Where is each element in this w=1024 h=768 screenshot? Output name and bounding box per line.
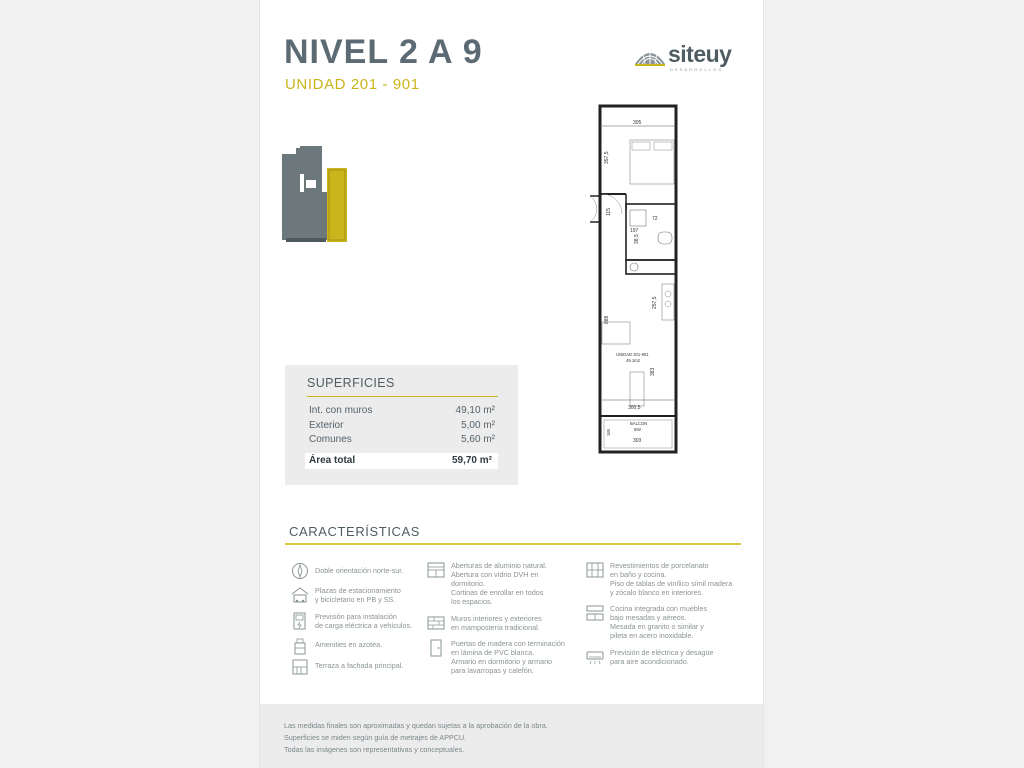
- logo-mark-icon: [633, 44, 667, 68]
- plan-dim-bed: 357,5: [604, 151, 610, 164]
- terrace-icon: [291, 658, 309, 676]
- unit-subtitle: UNIDAD 201 - 901: [285, 76, 420, 93]
- building-key-plan: [282, 144, 352, 244]
- plan-dim-living-depth: 383: [650, 367, 656, 376]
- feature-text: Cocina integrada con muebles bajo mesadas y aéreos. Mesada en granito o similar y pileta en acero inoxidable.: [610, 604, 708, 640]
- disclaimer-footer: [260, 704, 763, 768]
- disclaimer-line: Todas las imágenes son representativas y conceptuales.: [284, 745, 465, 754]
- feature-text: Terraza a fachada principal.: [315, 661, 404, 670]
- plan-dim-living: 888: [604, 315, 610, 324]
- siteuy-logo: [633, 41, 738, 74]
- charger-icon: [291, 612, 309, 630]
- surface-value: 5,60 m²: [461, 434, 495, 445]
- surfaces-title: SUPERFICIES: [307, 376, 395, 390]
- window-icon: [427, 561, 445, 579]
- kitchen-icon: [586, 604, 604, 622]
- feature-text: Revestimientos de porcelanato en baño y cocina. Piso de tablas de vinílico símil madera y zócalo blanco en interiores.: [610, 561, 733, 597]
- plan-dim-kitchen: 257,5: [652, 296, 658, 309]
- plan-balcony-label: BALCON: [630, 421, 648, 426]
- feature-text: Amenities en azotea.: [315, 640, 383, 649]
- page-title: NIVEL 2 A 9: [284, 33, 483, 71]
- surface-label: Exterior: [309, 420, 344, 431]
- feature-text: Aberturas de aluminio natural. Abertura con vidrio DVH en dormitorio. Cortinas de enrollar en todos los espacios.: [451, 561, 547, 606]
- feature-text: Puertas de madera con terminación en lámina de PVC blanca. Armario en dormitorio y armario para lavarropas y calefón.: [451, 639, 565, 675]
- brochure-sheet: [260, 0, 763, 768]
- surfaces-divider: [307, 396, 498, 397]
- surface-label: Comunes: [309, 434, 352, 445]
- plan-dim-bath-b: 197: [630, 228, 639, 234]
- features-divider: [285, 543, 741, 545]
- plan-dim-bath-a: 72: [652, 216, 658, 222]
- plan-unit-area: 49.1m2: [626, 358, 640, 363]
- door-icon: [427, 639, 445, 657]
- disclaimer-line: Las medidas finales son aproximadas y quedan sujetas a la aprobación de la obra.: [284, 721, 548, 730]
- plan-balcony-dim: 992: [634, 427, 641, 432]
- feature-text: Previsión de eléctrica y desagüe para aire acondicionado.: [610, 648, 714, 666]
- plan-balcony-side: 185: [606, 429, 611, 436]
- feature-text: Doble orientación norte-sur.: [315, 566, 404, 575]
- surfaces-panel: [285, 365, 518, 485]
- feature-text: Plazas de estacionamiento y bicicletario en PB y SS.: [315, 586, 401, 604]
- plan-unit-label: UNIDAD 201-901: [616, 352, 649, 357]
- surface-value: 49,10 m²: [455, 405, 495, 416]
- rooftop-icon: [291, 637, 309, 655]
- unit-floor-plan: [570, 104, 690, 454]
- surface-row: [309, 420, 495, 434]
- wall-icon: [427, 614, 445, 632]
- surface-value: 5,00 m²: [461, 420, 495, 431]
- plan-dim-top: 305: [633, 120, 642, 126]
- surface-total-label: Área total: [309, 455, 356, 466]
- feature-text: Previsión para instalación de carga eléctrica a vehículos.: [315, 612, 413, 630]
- compass-icon: [291, 562, 309, 580]
- disclaimer-line: Superficies se miden según guía de metrajes de APPCU.: [284, 733, 467, 742]
- surface-row: [309, 405, 495, 419]
- garage-icon: [291, 586, 309, 604]
- plan-dim-living-width: 300,5: [628, 405, 641, 411]
- surface-label: Int. con muros: [309, 405, 373, 416]
- logo-brand: siteuy: [668, 41, 732, 67]
- plan-dim-corridor: 115: [606, 208, 612, 216]
- features-title: CARACTERÍSTICAS: [289, 524, 421, 539]
- tiles-icon: [586, 561, 604, 579]
- surface-total-value: 59,70 m²: [451, 455, 492, 466]
- plan-dim-bottom: 303: [633, 438, 642, 444]
- surface-row: [309, 434, 495, 448]
- logo-tagline: DESARROLLOS: [670, 67, 724, 72]
- feature-text: Muros interiores y exteriores en mampostería tradicional.: [451, 614, 542, 632]
- plan-dim-bath-c: 38,5: [634, 234, 640, 244]
- air-conditioner-icon: [586, 648, 604, 666]
- surface-total-row: [305, 453, 498, 469]
